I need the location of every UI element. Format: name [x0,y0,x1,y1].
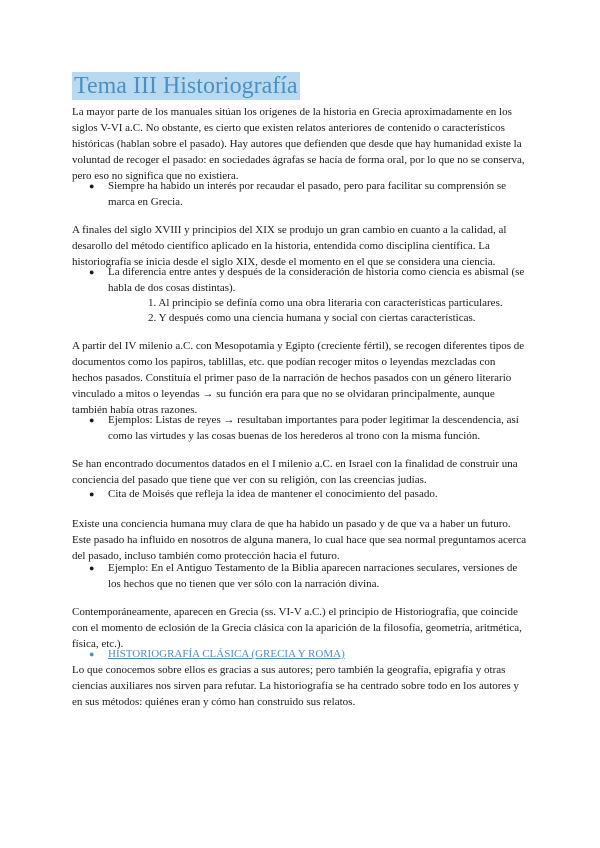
paragraph-origins: La mayor parte de los manuales sitúan los orígenes de la historia en Grecia aproximadamente en los siglos V-VI a.C. No obstante, es cierto que existen relatos anteriores de contenido o característicos históricas (hablan sobre el pasado). Hay autores que defienden que desde que hay humanidad existe la voluntad de recoger el pasado: en sociedades ágrafas se hacía de forma oral, por lo que no se conserva, pero eso no significa que no existiera. [72,106,525,182]
paragraph-greece: Contemporáneamente, aparecen en Grecia (ss. VI-V a.C.) el principio de Historiografía, que coincide con el momento de eclosión de la Grecia clásica con la aparición de la filosofía, geometría, aritmética, física, etc.). [72,606,522,650]
bullet-icon: ● [89,181,95,191]
bullet-item [89,560,528,592]
bullet-text: Siempre ha habido un interés por recaudar el pasado, pero para facilitar su comprensión se marca en Grecia. [108,180,506,208]
bullet-icon: ● [89,649,95,659]
bullet-item [89,412,528,444]
section-heading [89,646,528,662]
numbered-item-2: 2. Y después como una ciencia humana y social con ciertas características. [148,312,476,324]
paragraph-classical-authors: Lo que conocemos sobre ellos es gracias a sus autores; pero también la geografía, epigrafía y otras ciencias auxiliares nos sirven para refutar. La historiografía se ha centrado sobre todo en los autores y en sus métodos: quiénes eran y cómo han construido sus relatos. [72,664,519,708]
bullet-text: Ejemplo: En el Antiguo Testamento de la Biblia aparecen narraciones seculares, versiones de los hechos que no tienen que ver sólo con la narración divina. [108,562,518,590]
paragraph-israel: Se han encontrado documentos datados en el I milenio a.C. en Israel con la finalidad de construir una conciencia del pasado que tiene que ver con su religión, con las creencias judías. [72,458,518,486]
bullet-text: Cita de Moisés que refleja la idea de mantener el conocimiento del pasado. [108,488,438,500]
paragraph-mesopotamia: A partir del IV milenio a.C. con Mesopotamia y Egipto (creciente fértil), se recogen diferentes tipos de documentos como los papiros, tablillas, etc. que podían recoger mitos o leyendas mezcladas con hechos pasados. Constituía el primer paso de la narración de hechos pasados con un género literario vinculado a mitos o leyendas → su función era para que no se olvidaran principalmente, aunque también había otras razones. [72,340,525,416]
bullet-item [89,264,528,296]
paragraph-xix-century: A finales del siglo XVIII y principios del XIX se produjo un gran cambio en cuanto a la calidad, al desarollo del método científico aplicado en la historia, entendida como disciplina científica. La historiografía se inicia desde el siglo XIX, desde el momento en el que se considera una ciencia. [72,224,507,268]
numbered-item-1: 1. Al principio se definía como una obra literaria con características particulares. [148,297,503,309]
bullet-text: La diferencia entre antes y después de la consideración de historia como ciencia es abismal (se habla de dos cosas distintas). [108,266,525,294]
bullet-icon: ● [89,563,95,573]
bullet-icon: ● [89,267,95,277]
bullet-item [89,486,528,502]
bullet-item [89,178,528,210]
bullet-text: Ejemplos: Listas de reyes → resultaban importantes para poder legitimar la descendencia, así como las virtudes y las cosas buenas de los herederos al trono con la misma función. [108,414,519,442]
paragraph-human-consciousness: Existe una conciencia humana muy clara de que ha habido un pasado y de que va a haber un futuro. Este pasado ha influido en nosotros de alguna manera, lo cual hace que sea normal preguntamos acerca del pasado, incluso también como protección hacia el futuro. [72,518,527,562]
page-title: Tema III Historiografía [74,73,298,99]
bullet-icon: ● [89,489,95,499]
section-heading-text: HISTORIOGRAFÍA CLÁSICA (GRECIA Y ROMA) [108,648,345,660]
bullet-icon: ● [89,415,95,425]
